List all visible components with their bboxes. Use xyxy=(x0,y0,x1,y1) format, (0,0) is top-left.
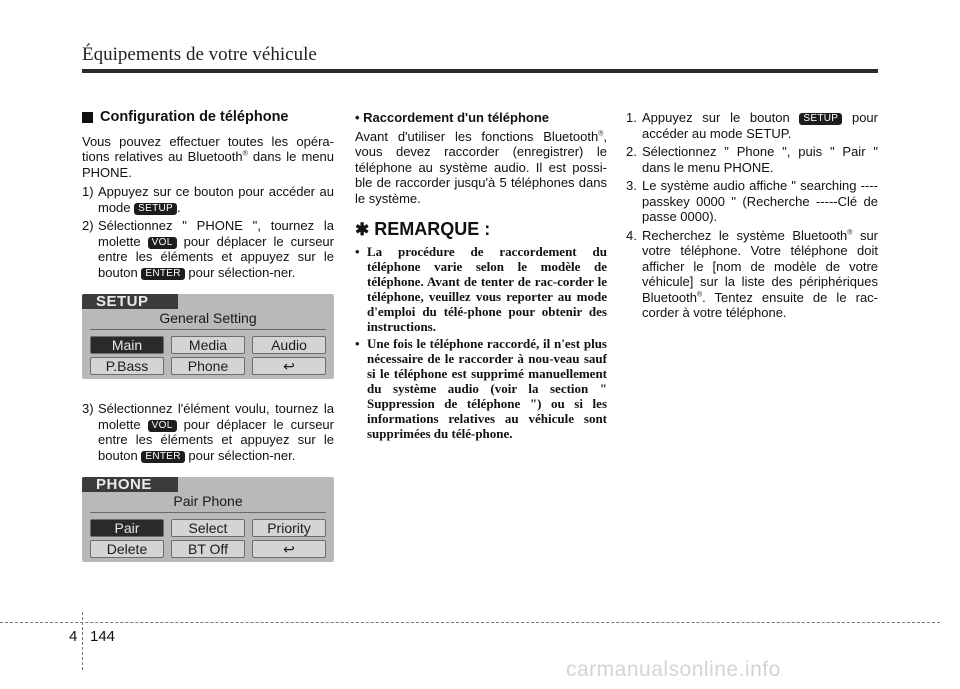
pairing-text: Avant d'utiliser les fonctions Bluetooth xyxy=(355,128,599,144)
screen-button-pbass: P.Bass xyxy=(90,357,164,375)
watermark-text: carmanualsonline.info xyxy=(566,658,781,681)
intro-text-end: dans le menu PHONE. xyxy=(82,149,334,180)
registered-mark: ® xyxy=(696,291,703,299)
screen-button-main: Main xyxy=(90,336,164,354)
step-text: Sélectionnez " PHONE ", tournez la molette xyxy=(98,218,334,249)
bullet-dot-icon: • xyxy=(355,335,360,351)
step-text: Le système audio affiche " searching ---- passkey 0000 " (Recherche -----Clé de passe 0000). xyxy=(642,178,878,224)
step-number: 3) xyxy=(82,401,94,416)
remark-bullet-text: La procédure de raccordement du téléphone varie selon le modèle de téléphone. Avant de tenter de rac-corder le téléphone, veuillez vous reporter au mode d'emploi du télé-phone pour obtenir des instructions. xyxy=(367,243,607,334)
right-step-1 xyxy=(626,110,878,141)
right-step-2 xyxy=(626,144,878,175)
step-text: Appuyez sur le bouton xyxy=(642,110,800,125)
pairing-title: • Raccordement d'un téléphone xyxy=(355,110,550,125)
intro-text: Vous pouvez effectuer toutes les opéra-tions relatives au Bluetooth xyxy=(82,133,334,164)
setup-button-chip: SETUP xyxy=(799,113,842,125)
step-number: 2) xyxy=(82,218,94,233)
bullet-dot-icon: • xyxy=(355,243,360,259)
step-text-end: pour sélection-ner. xyxy=(184,447,296,463)
registered-mark: ® xyxy=(598,130,604,138)
square-bullet-icon xyxy=(82,112,93,123)
step-number: 4. xyxy=(626,227,637,243)
screen-tab-label: SETUP xyxy=(82,294,178,309)
footer-dashed-divider xyxy=(82,612,83,670)
setup-button-chip: SETUP xyxy=(134,203,177,215)
step-text-end: pour sélection-ner. xyxy=(184,264,296,280)
return-arrow-icon: ↩ xyxy=(252,357,326,375)
page-header-title: Équipements de votre véhicule xyxy=(82,44,317,65)
star-cross-icon: ✱ xyxy=(355,220,370,239)
vol-button-chip: VOL xyxy=(148,237,177,249)
step-number: 1) xyxy=(82,184,94,199)
screen-subtitle: Pair Phone xyxy=(173,493,243,509)
remark-bullet-text: Une fois le téléphone raccordé, il n'est plus nécessaire de le raccorder à nou-veau sauf si le téléphone est supprimé manuellement du système audio (voir la section " Suppression de téléphone ") ou si les informations relatives au véhicule sont supprimées du télé-phone. xyxy=(367,335,607,441)
step-2 xyxy=(82,218,334,280)
column-middle xyxy=(355,110,607,443)
pairing-text-end: , vous devez raccorder (enregistrer) le téléphone au système audio. Il est possi-ble de raccorder jusqu'à 5 téléphones dans le système. xyxy=(355,128,607,206)
enter-button-chip: ENTER xyxy=(141,451,184,463)
screen-divider xyxy=(90,329,326,330)
screen-button-audio: Audio xyxy=(252,336,326,354)
header-rule xyxy=(82,69,878,73)
step-text-mid: sur votre téléphone. Votre téléphone doit afficher le [nom de modèle de votre véhicule] sur la liste des périphériques Bluetooth xyxy=(642,227,878,305)
remark-title: REMARQUE : xyxy=(374,219,491,239)
screen-button-pair: Pair xyxy=(90,519,164,537)
column-right xyxy=(626,110,878,324)
screen-tab-label: PHONE xyxy=(82,477,178,492)
enter-button-chip: ENTER xyxy=(141,268,184,280)
step-text-end: . xyxy=(176,199,181,215)
step-1 xyxy=(82,184,334,215)
step-text: Appuyez sur ce bouton pour accéder au mode xyxy=(98,184,334,215)
step-number: 1. xyxy=(626,110,637,125)
screen-button-bt-off: BT Off xyxy=(171,540,245,558)
chapter-number: 4 xyxy=(69,628,78,645)
registered-mark: ® xyxy=(847,229,853,237)
screen-button-priority: Priority xyxy=(252,519,326,537)
right-step-3 xyxy=(626,178,878,225)
screen-divider xyxy=(90,512,326,513)
section-title-text: Configuration de téléphone xyxy=(100,109,289,125)
remark-heading xyxy=(355,219,607,239)
step-number: 3. xyxy=(626,178,637,193)
step-text-mid: pour déplacer le curseur entre les éléments et appuyez sur le bouton xyxy=(98,416,334,463)
phone-screen-image xyxy=(82,477,334,562)
remark-bullet-2 xyxy=(355,336,607,441)
registered-mark: ® xyxy=(242,150,248,158)
pairing-paragraph xyxy=(355,129,607,207)
column-left xyxy=(82,110,334,584)
setup-screen-image xyxy=(82,294,334,379)
screen-button-phone: Phone xyxy=(171,357,245,375)
section-title xyxy=(82,110,334,126)
step-text: Sélectionnez " Phone ", puis " Pair " dans le menu PHONE. xyxy=(642,144,878,175)
step-text-mid: pour déplacer le curseur entre les éléments et appuyez sur le bouton xyxy=(98,233,334,280)
right-step-4 xyxy=(626,228,878,321)
screen-button-select: Select xyxy=(171,519,245,537)
remark-bullet-1 xyxy=(355,244,607,334)
step-text: Sélectionnez l'élément voulu, tournez la molette xyxy=(98,401,334,432)
page-number: 144 xyxy=(90,628,116,645)
screen-button-media: Media xyxy=(171,336,245,354)
intro-paragraph xyxy=(82,134,334,181)
vol-button-chip: VOL xyxy=(148,420,177,432)
step-text-end: pour accéder au mode SETUP. xyxy=(642,110,878,141)
step-3 xyxy=(82,401,334,463)
step-text-end: . Tentez ensuite de le rac-corder à votre téléphone. xyxy=(642,289,878,320)
step-number: 2. xyxy=(626,144,637,159)
footer-dashed-rule xyxy=(0,622,940,623)
screen-subtitle: General Setting xyxy=(159,310,257,326)
screen-button-delete: Delete xyxy=(90,540,164,558)
return-arrow-icon: ↩ xyxy=(252,540,326,558)
step-text: Recherchez le système Bluetooth xyxy=(642,227,848,243)
